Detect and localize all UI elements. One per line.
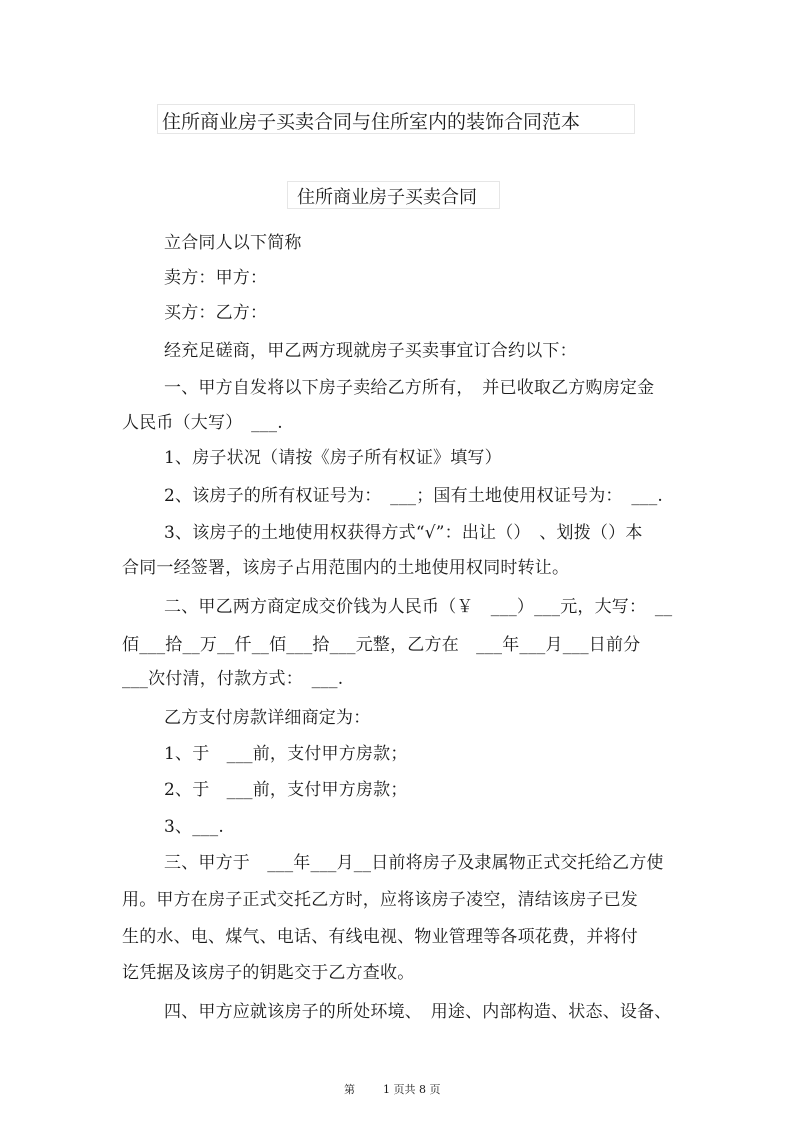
body-line: 讫凭据及该房子的钥匙交于乙方查收。 bbox=[122, 963, 415, 983]
body-line: 1、于 ___前，支付甲方房款； bbox=[164, 744, 408, 764]
body-line: 乙方支付房款详细商定为： bbox=[164, 708, 371, 728]
body-line: 卖方：甲方： bbox=[164, 268, 268, 288]
body-line: 佰___拾__万__仟__佰___拾___元整，乙方在 ___年___月___日前分 bbox=[122, 635, 641, 655]
body-line: 3、该房子的土地使用权获得方式“√”：出让（） 、划拨（）本 bbox=[164, 523, 643, 543]
body-line: 人民币（大写） ___. bbox=[122, 413, 283, 433]
body-line: 3、___. bbox=[164, 817, 224, 837]
document-title: 住所商业房子买卖合同与住所室内的装饰合同范本 bbox=[162, 111, 581, 133]
body-line: ___次付清，付款方式： ___. bbox=[122, 669, 344, 689]
body-line: 用。甲方在房子正式交托乙方时，应将该房子凌空，清结该房子已发 bbox=[122, 890, 638, 910]
body-line: 2、该房子的所有权证号为： ___；国有土地使用权证号为： ___. bbox=[164, 486, 664, 506]
body-line: 买方：乙方： bbox=[164, 303, 268, 323]
body-line: 合同一经签署，该房子占用范围内的土地使用权同时转让。 bbox=[122, 558, 570, 578]
body-line: 生的水、电、煤气、电话、有线电视、物业管理等各项花费，并将付 bbox=[122, 927, 638, 947]
page-footer: 1 页共 8 页 bbox=[383, 1083, 441, 1096]
body-line: 一、甲方自发将以下房子卖给乙方所有， 并已收取乙方购房定金 bbox=[164, 378, 655, 398]
body-line: 2、于 ___前，支付甲方房款； bbox=[164, 780, 408, 800]
body-line: 三、甲方于 ___年___月__日前将房子及隶属物正式交托给乙方使 bbox=[164, 853, 664, 873]
body-line: 1、房子状况（请按《房子所有权证》填写） bbox=[164, 448, 502, 468]
section-title: 住所商业房子买卖合同 bbox=[297, 187, 477, 208]
body-line: 经充足磋商，甲乙两方现就房子买卖事宜订合约以下： bbox=[164, 341, 577, 361]
body-line: 立合同人以下简称 bbox=[164, 233, 302, 253]
page-footer-prefix: 第 bbox=[344, 1083, 355, 1096]
body-line: 四、甲方应就该房子的所处环境、 用途、内部构造、状态、设备、 bbox=[164, 1002, 672, 1022]
body-line: 二、甲乙两方商定成交价钱为人民币（￥ ___）___元，大写： __ bbox=[164, 597, 673, 617]
